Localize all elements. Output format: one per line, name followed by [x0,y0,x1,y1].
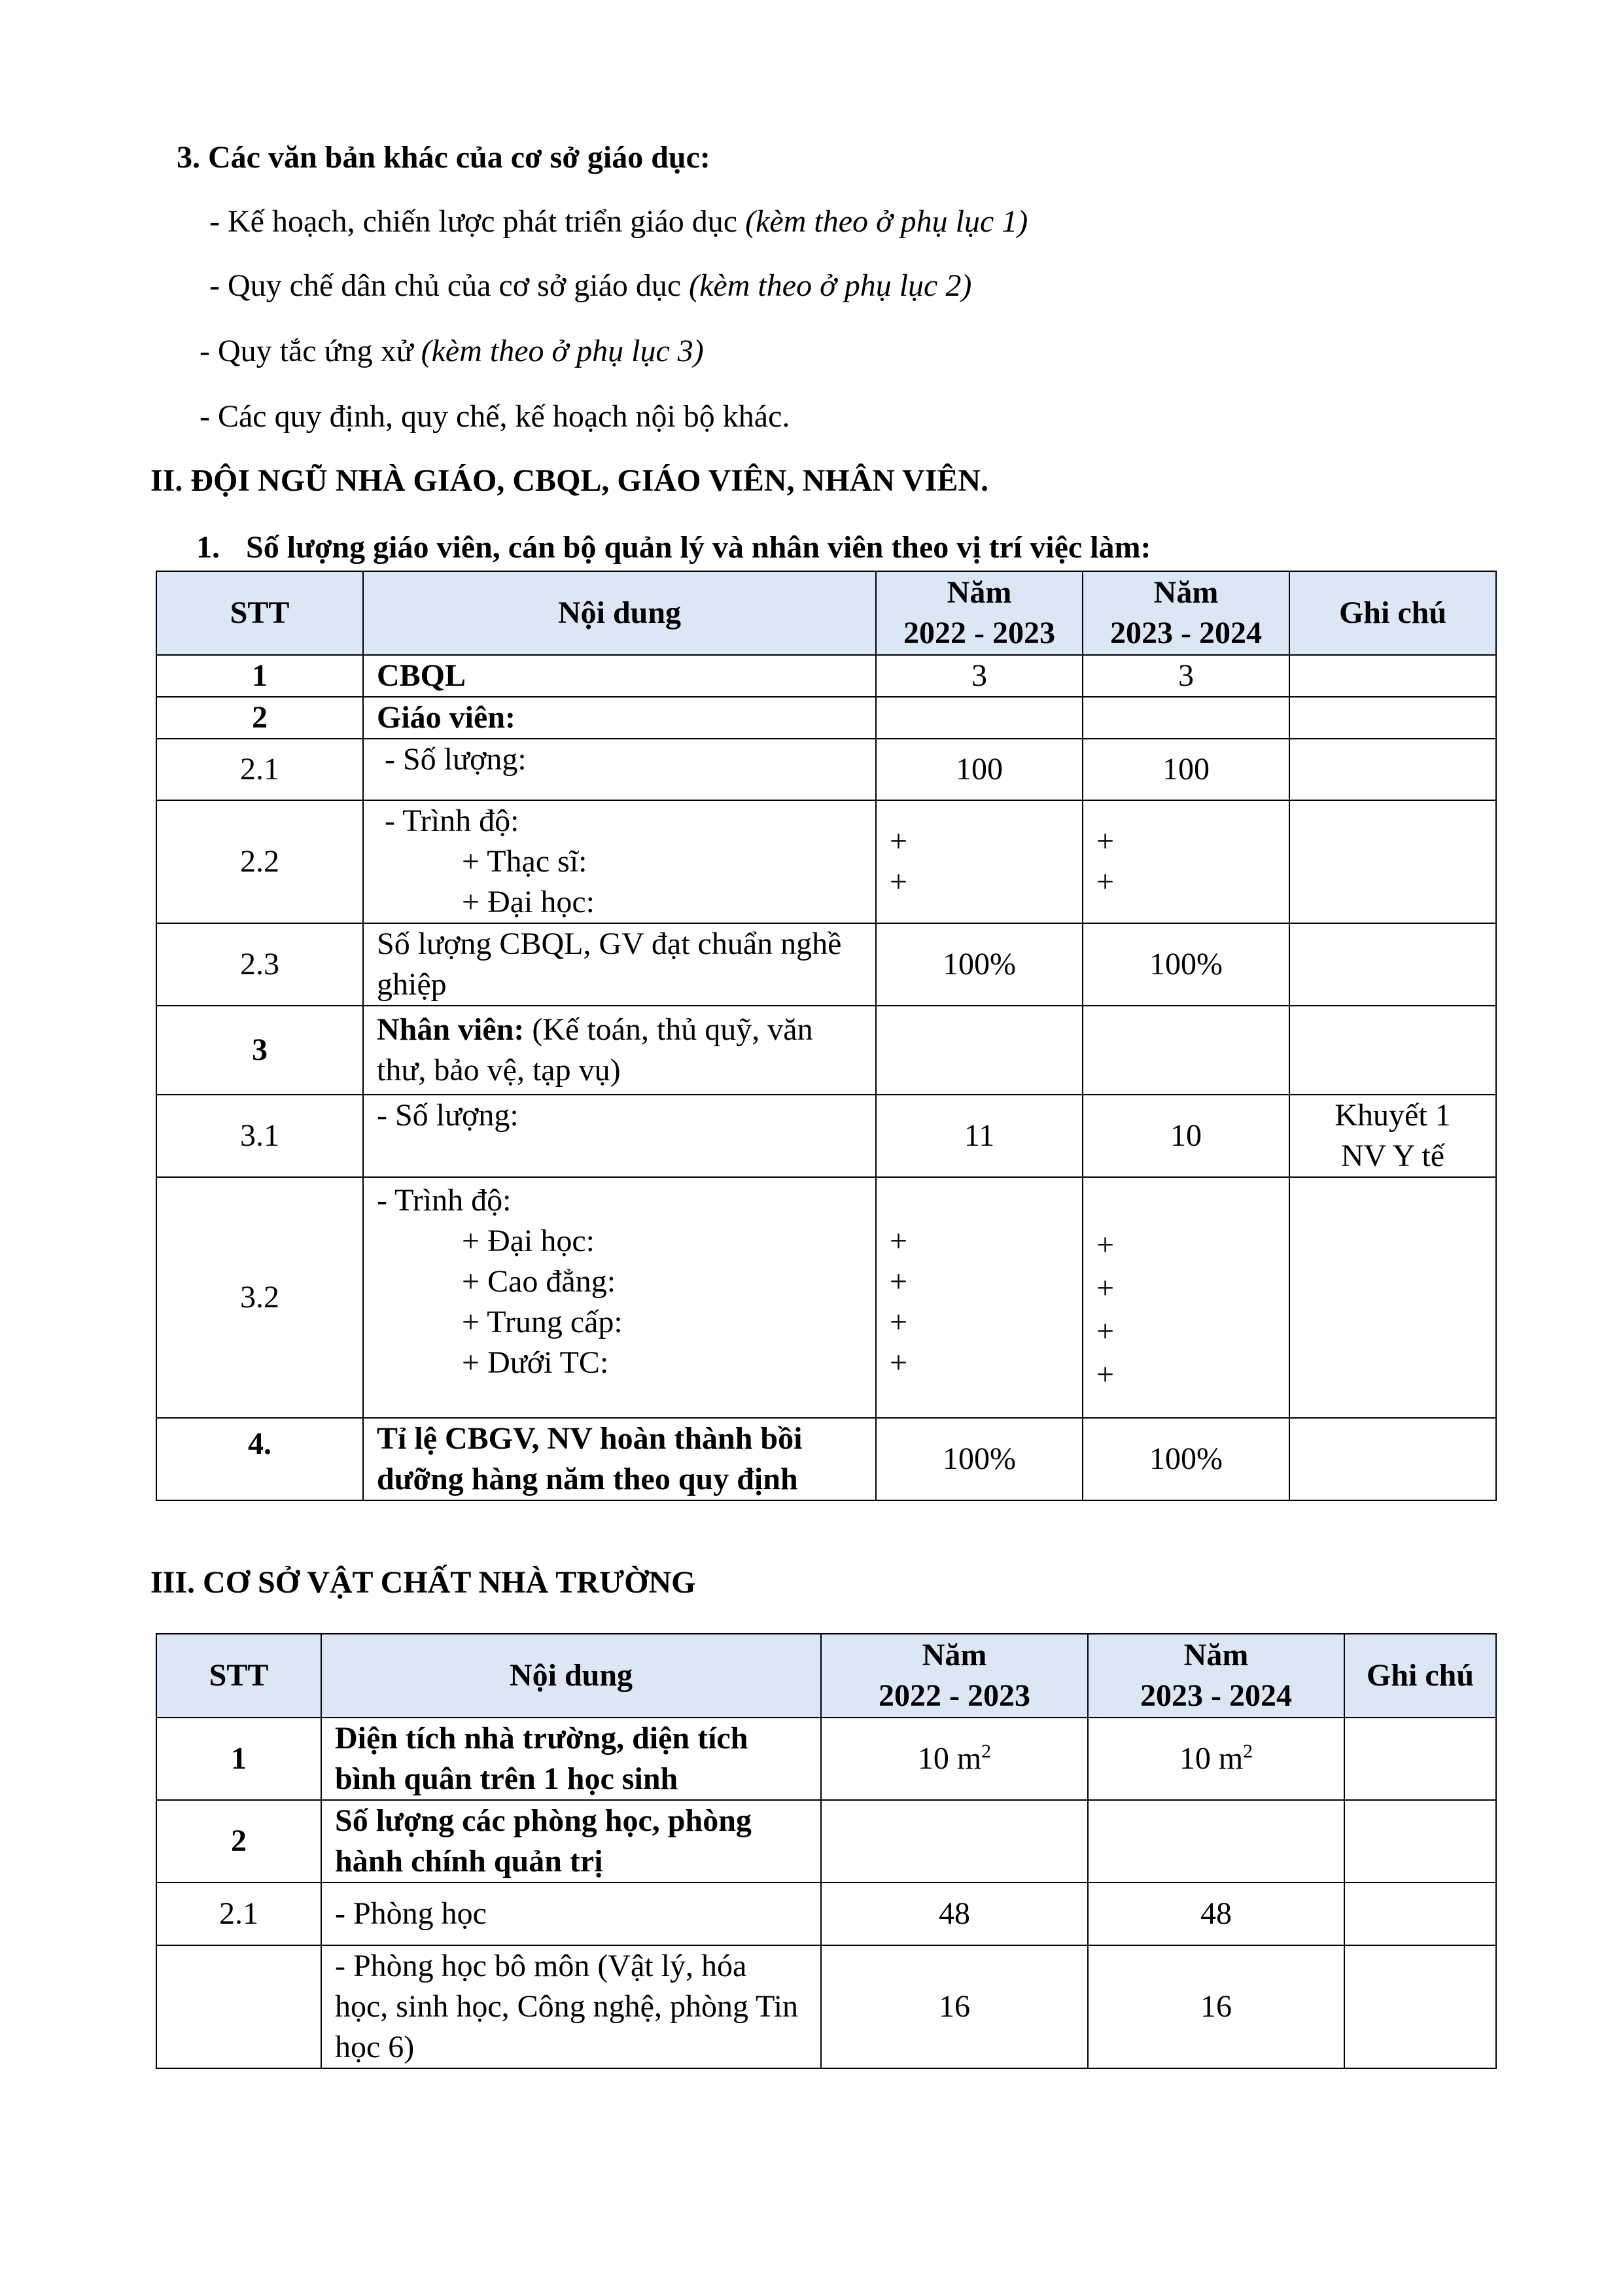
plain-label: (Kế toán, thủ quỹ, văn thư, bảo vệ, tạp vụ) [377,1012,813,1087]
cell-content: CBQL [363,655,876,697]
cell-note [1289,1177,1496,1418]
header-year-2-range: 2023 - 2024 [1140,1678,1292,1713]
cell-year-1: 11 [876,1095,1083,1177]
subheading-text: Số lượng giáo viên, cán bộ quản lý và nhân viên theo vị trí việc làm: [246,530,1151,565]
bold-label: Nhân viên: [377,1012,525,1047]
cell-content [363,1006,876,1095]
table-row [156,1800,1496,1882]
header-note: Ghi chú [1289,571,1496,655]
header-stt: STT [156,1634,321,1718]
value: 10 m [1179,1741,1244,1776]
list-item [209,266,971,306]
cell-year-1 [821,1718,1088,1800]
cell-year-2 [1088,1800,1344,1882]
list-item [200,397,790,437]
cell-year-1: 100 [876,739,1083,800]
header-year-1-range: 2022 - 2023 [903,616,1055,650]
section-III-heading: III. CƠ SỞ VẬT CHẤT NHÀ TRƯỜNG [150,1565,696,1600]
line: + Đại học: [462,885,595,919]
header-note: Ghi chú [1344,1634,1496,1718]
cell-content: Giáo viên: [363,697,876,739]
table-row [156,1006,1496,1095]
cell-stt: 2.3 [156,923,363,1006]
cell-year-2 [1083,1177,1289,1418]
cell-note [1344,1882,1496,1945]
plus-mark: + [1096,1227,1115,1262]
value: 10 m [917,1741,982,1776]
header-stt: STT [156,571,363,655]
cell-year-1: 100% [876,1418,1083,1500]
plus-mark: + [890,1345,908,1380]
subheading-number: 1. [196,530,220,565]
cell-note [1289,655,1496,697]
list-item [200,331,704,372]
header-year-2 [1088,1634,1344,1718]
cell-stt: 2.2 [156,800,363,923]
cell-year-1 [876,1177,1083,1418]
cell-stt: 2.1 [156,1882,321,1945]
list-item-note: (kèm theo ở phụ lục 2) [689,268,972,303]
table-row [156,1882,1496,1945]
cell-year-2: 100% [1083,923,1289,1006]
cell-year-1: 100% [876,923,1083,1006]
table-header-row [156,1634,1496,1718]
line: + Thạc sĩ: [462,844,587,879]
cell-stt: 4. [156,1418,363,1500]
cell-year-2 [1083,1006,1289,1095]
list-item-text: - Kế hoạch, chiến lược phát triển giáo dục [209,204,746,239]
cell-year-2 [1088,1718,1344,1800]
plus-mark: + [1096,824,1115,858]
line: + Dưới TC: [462,1345,609,1380]
list-item [209,202,1028,242]
superscript: 2 [1243,1740,1253,1762]
table-row [156,739,1496,800]
table-row [156,697,1496,739]
plus-mark: + [1096,1314,1115,1349]
cell-note [1289,697,1496,739]
line: + Cao đẳng: [462,1264,616,1299]
header-content: Nội dung [363,571,876,655]
cell-content: - Phòng học [321,1882,821,1945]
cell-year-1: 16 [821,1945,1088,2068]
header-year-2 [1083,571,1289,655]
plus-mark: + [890,1264,908,1299]
cell-note [1344,1718,1496,1800]
section-II-heading: II. ĐỘI NGŨ NHÀ GIÁO, CBQL, GIÁO VIÊN, NHÂN VIÊN. [150,463,989,498]
plus-mark: + [1096,1357,1115,1392]
table-row [156,1718,1496,1800]
line: + Đại học: [462,1224,595,1258]
cell-stt: 1 [156,1718,321,1800]
plus-mark: + [890,1305,908,1339]
section-II-subheading [196,527,1151,568]
cell-stt: 3.2 [156,1177,363,1418]
cell-stt: 2 [156,697,363,739]
plus-mark: + [890,864,908,899]
table-header-row [156,571,1496,655]
list-item-text: - Quy tắc ứng xử [200,334,421,368]
plus-mark: + [890,1224,908,1258]
table-row [156,1418,1496,1500]
section3-heading: 3. Các văn bản khác của cơ sở giáo dục: [177,140,710,175]
cell-year-2: 48 [1088,1882,1344,1945]
line: - Trình độ: [377,804,519,838]
table-row [156,1177,1496,1418]
staff-table [156,571,1497,1501]
cell-year-2 [1083,800,1289,923]
cell-note [1289,923,1496,1006]
table-row [156,1945,1496,2068]
cell-content: Tỉ lệ CBGV, NV hoàn thành bồi dưỡng hàng năm theo quy định [363,1418,876,1500]
cell-year-1: 48 [821,1882,1088,1945]
table-row [156,923,1496,1006]
cell-note [1289,800,1496,923]
cell-year-1 [821,1800,1088,1882]
cell-year-2: 16 [1088,1945,1344,2068]
cell-year-2: 100% [1083,1418,1289,1500]
note-line: Khuyết 1 [1335,1098,1451,1133]
header-year-2-range: 2023 - 2024 [1110,616,1262,650]
cell-note [1289,1095,1496,1177]
cell-year-1 [876,1006,1083,1095]
cell-note [1344,1945,1496,2068]
cell-stt: 3 [156,1006,363,1095]
cell-stt: 2 [156,1800,321,1882]
cell-content: - Phòng học bô môn (Vật lý, hóa học, sinh học, Công nghệ, phòng Tin học 6) [321,1945,821,2068]
cell-stt: 2.1 [156,739,363,800]
cell-stt: 1 [156,655,363,697]
plus-mark: + [890,824,908,858]
list-item-note: (kèm theo ở phụ lục 1) [745,204,1028,239]
cell-year-2 [1083,697,1289,739]
plus-mark: + [1096,1271,1115,1305]
plus-mark: + [1096,864,1115,899]
cell-content: - Số lượng: [363,1095,876,1177]
cell-content [363,800,876,923]
header-year-1 [876,571,1083,655]
cell-year-2: 100 [1083,739,1289,800]
table-row [156,655,1496,697]
table-row [156,1095,1496,1177]
table-row [156,800,1496,923]
superscript: 2 [981,1740,992,1762]
cell-year-2: 10 [1083,1095,1289,1177]
cell-content: Số lượng CBQL, GV đạt chuẩn nghề ghiệp [363,923,876,1006]
header-year-1-label: Năm [922,1638,987,1672]
cell-content: Diện tích nhà trường, diện tích bình quân trên 1 học sinh [321,1718,821,1800]
cell-stt [156,1945,321,2068]
line: - Trình độ: [377,1183,512,1218]
cell-note [1289,1418,1496,1500]
header-year-1-range: 2022 - 2023 [879,1678,1030,1713]
cell-note [1344,1800,1496,1882]
header-content: Nội dung [321,1634,821,1718]
cell-stt: 3.1 [156,1095,363,1177]
cell-content: - Số lượng: [363,739,876,800]
header-year-2-label: Năm [1153,575,1219,610]
header-year-1-label: Năm [947,575,1012,610]
cell-content: Số lượng các phòng học, phòng hành chính quản trị [321,1800,821,1882]
cell-content [363,1177,876,1418]
list-item-text: - Quy chế dân chủ của cơ sở giáo dục [209,268,689,303]
cell-note [1289,1006,1496,1095]
header-year-2-label: Năm [1183,1638,1249,1672]
cell-year-1 [876,697,1083,739]
list-item-note: (kèm theo ở phụ lục 3) [421,334,704,368]
cell-note [1289,739,1496,800]
note-line: NV Y tế [1340,1139,1445,1173]
line: + Trung cấp: [462,1305,623,1339]
list-item-text: - Các quy định, quy chế, kế hoạch nội bộ khác. [200,399,790,434]
cell-year-1: 3 [876,655,1083,697]
cell-year-2: 3 [1083,655,1289,697]
header-year-1 [821,1634,1088,1718]
cell-year-1 [876,800,1083,923]
facilities-table [156,1633,1497,2069]
